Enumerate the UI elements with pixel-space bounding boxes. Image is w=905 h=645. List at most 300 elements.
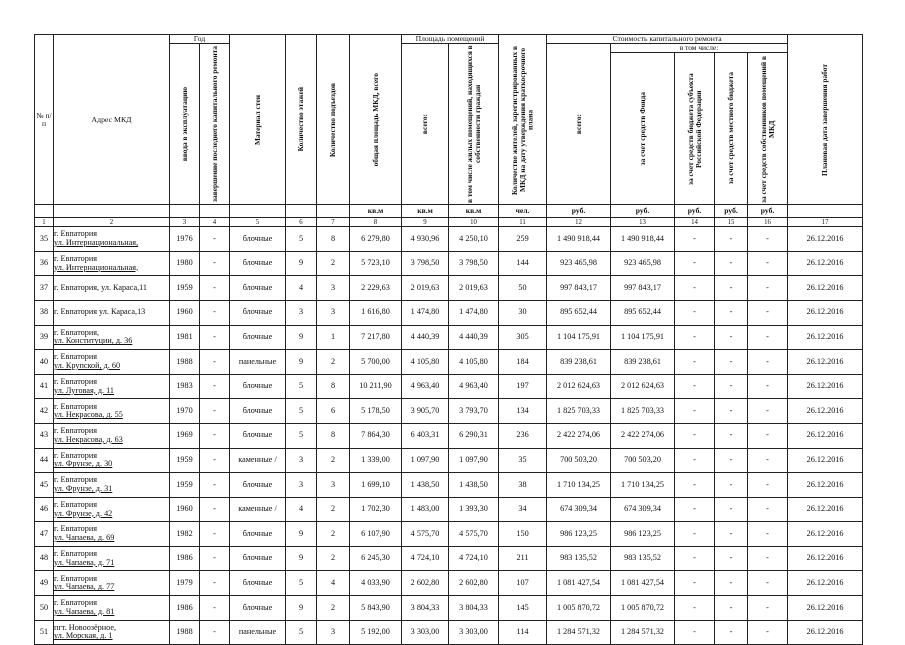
premises-residential-cell: 4 250,10 [449, 227, 499, 252]
address-line-1: г. Евпатория [54, 573, 98, 583]
cost-fund-cell: 2 422 274,06 [611, 423, 675, 448]
row-number: 50 [35, 596, 54, 621]
wall-material-cell: каменные / [230, 448, 286, 473]
cost-region-cell: - [675, 473, 715, 498]
wall-material-cell: блочные [230, 300, 286, 325]
premises-residential-cell: 3 804,33 [449, 596, 499, 621]
year-last-repair-cell: - [200, 350, 230, 375]
cost-owners-cell: - [748, 251, 788, 276]
address-line-1: г. Евпатория [54, 475, 98, 485]
premises-residential-cell: 1 393,30 [449, 497, 499, 522]
residents-cell: 144 [499, 251, 547, 276]
cost-local-cell: - [715, 325, 748, 350]
row-number: 43 [35, 423, 54, 448]
cost-owners-cell: - [748, 399, 788, 424]
year-last-repair-cell: - [200, 596, 230, 621]
premises-total-cell: 4 930,96 [402, 227, 449, 252]
cost-owners-cell: - [748, 571, 788, 596]
column-number: 15 [715, 218, 748, 227]
premises-residential-cell: 2 602,80 [449, 571, 499, 596]
year-commission-cell: 1980 [170, 251, 200, 276]
cost-local-cell: - [715, 522, 748, 547]
header-premises-group: Площадь помещений [402, 35, 499, 44]
column-number: 14 [675, 218, 715, 227]
cost-fund-cell: 923 465,98 [611, 251, 675, 276]
cost-total-cell: 986 123,25 [547, 522, 611, 547]
address-line-2: ул. Конституции, д. 36 [54, 336, 133, 346]
floors-cell: 3 [286, 300, 317, 325]
cost-region-cell: - [675, 497, 715, 522]
total-area-cell: 1 702,30 [350, 497, 402, 522]
cost-region-cell: - [675, 350, 715, 375]
premises-total-cell: 4 105,80 [402, 350, 449, 375]
cost-region-cell: - [675, 423, 715, 448]
cost-owners-cell: - [748, 276, 788, 301]
address-line-1: г. Евпатория, [54, 327, 100, 337]
address-cell [54, 276, 170, 301]
cost-total-cell: 1 284 571,32 [547, 620, 611, 645]
planned-date-cell: 26.12.2016 [788, 596, 863, 621]
table-row [35, 620, 863, 645]
year-last-repair-cell: - [200, 620, 230, 645]
cost-region-cell: - [675, 227, 715, 252]
premises-total-cell: 4 963,40 [402, 374, 449, 399]
row-number: 39 [35, 325, 54, 350]
column-number: 1 [35, 218, 54, 227]
wall-material-cell: блочные [230, 571, 286, 596]
header-address: Адрес МКД [54, 35, 170, 205]
units-row [35, 205, 863, 218]
cost-owners-cell: - [748, 497, 788, 522]
cost-total-cell: 1 104 175,91 [547, 325, 611, 350]
year-last-repair-cell: - [200, 227, 230, 252]
year-last-repair-cell: - [200, 423, 230, 448]
row-number: 49 [35, 571, 54, 596]
header-cost-total: всего: [547, 44, 611, 205]
header-including: в том числе: [611, 44, 788, 53]
entrances-cell: 2 [317, 596, 350, 621]
cost-local-cell: - [715, 374, 748, 399]
address-line-1: г. Евпатория [54, 426, 98, 436]
total-area-cell: 1 339,00 [350, 448, 402, 473]
wall-material-cell: блочные [230, 374, 286, 399]
wall-material-cell: блочные [230, 399, 286, 424]
column-number: 5 [230, 218, 286, 227]
entrances-cell: 4 [317, 571, 350, 596]
wall-material-cell: блочные [230, 546, 286, 571]
address-cell [54, 620, 170, 645]
cost-region-cell: - [675, 374, 715, 399]
cost-local-cell: - [715, 448, 748, 473]
cost-fund-cell: 674 309,34 [611, 497, 675, 522]
header-residents: Количество жителей, зарегистрированных в МКД на дату утверждения краткосрочного плана [499, 35, 547, 205]
total-area-cell: 1 699,10 [350, 473, 402, 498]
address-cell [54, 399, 170, 424]
row-number: 38 [35, 300, 54, 325]
residents-cell: 50 [499, 276, 547, 301]
entrances-cell: 3 [317, 276, 350, 301]
table-body [35, 227, 863, 645]
cost-region-cell: - [675, 276, 715, 301]
row-number: 48 [35, 546, 54, 571]
premises-total-cell: 1 474,80 [402, 300, 449, 325]
column-number: 10 [449, 218, 499, 227]
planned-date-cell: 26.12.2016 [788, 399, 863, 424]
wall-material-cell: каменные / [230, 497, 286, 522]
residents-cell: 114 [499, 620, 547, 645]
cost-fund-cell: 700 503,20 [611, 448, 675, 473]
premises-residential-cell: 1 438,50 [449, 473, 499, 498]
table-row [35, 399, 863, 424]
cost-fund-cell: 839 238,61 [611, 350, 675, 375]
entrances-cell: 2 [317, 497, 350, 522]
cost-region-cell: - [675, 596, 715, 621]
residents-cell: 30 [499, 300, 547, 325]
total-area-cell: 7 217,80 [350, 325, 402, 350]
premises-total-cell: 6 403,31 [402, 423, 449, 448]
column-number: 8 [350, 218, 402, 227]
year-commission-cell: 1970 [170, 399, 200, 424]
total-area-cell: 5 178,50 [350, 399, 402, 424]
table-row [35, 546, 863, 571]
cost-owners-cell: - [748, 350, 788, 375]
cost-owners-cell: - [748, 448, 788, 473]
row-number: 37 [35, 276, 54, 301]
cost-total-cell: 1 081 427,54 [547, 571, 611, 596]
year-commission-cell: 1960 [170, 497, 200, 522]
cost-local-cell: - [715, 473, 748, 498]
address-line-1: г. Евпатория [54, 376, 98, 386]
cost-local-cell: - [715, 497, 748, 522]
cost-local-cell: - [715, 300, 748, 325]
premises-total-cell: 4 724,10 [402, 546, 449, 571]
cost-total-cell: 839 238,61 [547, 350, 611, 375]
year-commission-cell: 1988 [170, 620, 200, 645]
table-row [35, 374, 863, 399]
floors-cell: 4 [286, 497, 317, 522]
address-cell [54, 497, 170, 522]
residents-cell: 259 [499, 227, 547, 252]
premises-residential-cell: 3 798,50 [449, 251, 499, 276]
row-number: 45 [35, 473, 54, 498]
planned-date-cell: 26.12.2016 [788, 546, 863, 571]
table-row [35, 350, 863, 375]
wall-material-cell: блочные [230, 522, 286, 547]
entrances-cell: 8 [317, 374, 350, 399]
header-year-last-repair: завершение последнего капитального ремонта [200, 44, 230, 205]
total-area-cell: 4 033,90 [350, 571, 402, 596]
address-line-1: г. Евпатория [54, 253, 98, 263]
floors-cell: 5 [286, 423, 317, 448]
address-line-2: ул. Чапаева, д. 77 [54, 582, 115, 592]
year-commission-cell: 1969 [170, 423, 200, 448]
row-number: 40 [35, 350, 54, 375]
address-line-2: ул. Некрасова, д. 55 [54, 410, 123, 420]
cost-local-cell: - [715, 423, 748, 448]
premises-residential-cell: 4 963,40 [449, 374, 499, 399]
address-line-2: ул. Интернациональная, [54, 237, 139, 247]
address-cell [54, 448, 170, 473]
cost-owners-cell: - [748, 325, 788, 350]
cost-fund-cell: 986 123,25 [611, 522, 675, 547]
floors-cell: 9 [286, 546, 317, 571]
address-line-2: ул. Интернациональная, [54, 262, 139, 272]
address-line-1: г. Евпатория ул. Караса,13 [54, 307, 146, 317]
column-number: 13 [611, 218, 675, 227]
premises-residential-cell: 4 105,80 [449, 350, 499, 375]
premises-residential-cell: 6 290,31 [449, 423, 499, 448]
unit-cell [317, 205, 350, 218]
address-line-1: г. Евпатория [54, 229, 98, 239]
cost-fund-cell: 1 284 571,32 [611, 620, 675, 645]
cost-total-cell: 997 843,17 [547, 276, 611, 301]
planned-date-cell: 26.12.2016 [788, 251, 863, 276]
entrances-cell: 3 [317, 620, 350, 645]
premises-total-cell: 4 575,70 [402, 522, 449, 547]
year-last-repair-cell: - [200, 497, 230, 522]
residents-cell: 211 [499, 546, 547, 571]
column-number: 17 [788, 218, 863, 227]
premises-residential-cell: 3 303,00 [449, 620, 499, 645]
cost-local-cell: - [715, 399, 748, 424]
year-commission-cell: 1981 [170, 325, 200, 350]
address-line-1: г. Евпатория [54, 450, 98, 460]
table-row [35, 522, 863, 547]
cost-total-cell: 674 309,34 [547, 497, 611, 522]
year-last-repair-cell: - [200, 276, 230, 301]
entrances-cell: 3 [317, 300, 350, 325]
address-line-2: ул. Чапаева, д. 71 [54, 557, 115, 567]
year-last-repair-cell: - [200, 300, 230, 325]
cost-region-cell: - [675, 300, 715, 325]
row-number: 41 [35, 374, 54, 399]
header-premises-residential: в том числе жилых помещений, находящихся в собственности граждан [449, 44, 499, 205]
wall-material-cell: блочные [230, 227, 286, 252]
planned-date-cell: 26.12.2016 [788, 448, 863, 473]
cost-total-cell: 2 422 274,06 [547, 423, 611, 448]
address-line-1: г. Евпатория [54, 598, 98, 608]
residents-cell: 38 [499, 473, 547, 498]
header-cost-owners: за счет средств собственников помещений в МКД [748, 52, 788, 204]
year-commission-cell: 1982 [170, 522, 200, 547]
cost-owners-cell: - [748, 522, 788, 547]
address-line-2: ул. Фрунзе, д. 42 [54, 508, 113, 518]
year-last-repair-cell: - [200, 473, 230, 498]
address-line-2: ул. Фрунзе, д. 31 [54, 483, 113, 493]
table-row [35, 251, 863, 276]
address-line-1: г. Евпатория, ул. Караса,11 [54, 282, 148, 292]
header-cost-fund: за счет средств Фонда [611, 52, 675, 204]
wall-material-cell: блочные [230, 473, 286, 498]
column-number: 11 [499, 218, 547, 227]
planned-date-cell: 26.12.2016 [788, 227, 863, 252]
year-last-repair-cell: - [200, 399, 230, 424]
year-commission-cell: 1959 [170, 473, 200, 498]
cost-local-cell: - [715, 350, 748, 375]
planned-date-cell: 26.12.2016 [788, 374, 863, 399]
address-line-2: ул. Крупской, д. 60 [54, 360, 121, 370]
year-last-repair-cell: - [200, 546, 230, 571]
year-commission-cell: 1986 [170, 596, 200, 621]
unit-cell: руб. [715, 205, 748, 218]
cost-local-cell: - [715, 620, 748, 645]
year-last-repair-cell: - [200, 448, 230, 473]
table-row [35, 596, 863, 621]
year-commission-cell: 1960 [170, 300, 200, 325]
cost-region-cell: - [675, 399, 715, 424]
table-row [35, 227, 863, 252]
cost-fund-cell: 1 490 918,44 [611, 227, 675, 252]
total-area-cell: 6 107,90 [350, 522, 402, 547]
premises-total-cell: 2 602,80 [402, 571, 449, 596]
column-number: 4 [200, 218, 230, 227]
column-number: 12 [547, 218, 611, 227]
residents-cell: 34 [499, 497, 547, 522]
row-number: 35 [35, 227, 54, 252]
premises-total-cell: 3 905,70 [402, 399, 449, 424]
table-row [35, 276, 863, 301]
unit-cell [230, 205, 286, 218]
cost-owners-cell: - [748, 620, 788, 645]
total-area-cell: 10 211,90 [350, 374, 402, 399]
year-last-repair-cell: - [200, 571, 230, 596]
floors-cell: 9 [286, 251, 317, 276]
residents-cell: 134 [499, 399, 547, 424]
row-number: 46 [35, 497, 54, 522]
planned-date-cell: 26.12.2016 [788, 473, 863, 498]
address-line-1: г. Евпатория [54, 524, 98, 534]
address-line-2: ул. Некрасова, д. 63 [54, 434, 123, 444]
address-line-1: г. Евпатория [54, 401, 98, 411]
address-line-2: ул. Фрунзе, д. 30 [54, 459, 113, 469]
cost-fund-cell: 1 104 175,91 [611, 325, 675, 350]
residents-cell: 107 [499, 571, 547, 596]
cost-region-cell: - [675, 522, 715, 547]
cost-region-cell: - [675, 251, 715, 276]
planned-date-cell: 26.12.2016 [788, 497, 863, 522]
address-cell [54, 546, 170, 571]
cost-owners-cell: - [748, 300, 788, 325]
register-sheet [34, 34, 863, 645]
address-line-1: г. Евпатория [54, 549, 98, 559]
entrances-cell: 2 [317, 546, 350, 571]
unit-cell: кв.м [350, 205, 402, 218]
total-area-cell: 5 192,00 [350, 620, 402, 645]
address-line-2: ул. Морская, д. 1 [54, 631, 113, 641]
unit-cell [170, 205, 200, 218]
cost-local-cell: - [715, 571, 748, 596]
year-commission-cell: 1988 [170, 350, 200, 375]
row-number: 44 [35, 448, 54, 473]
column-number: 9 [402, 218, 449, 227]
planned-date-cell: 26.12.2016 [788, 620, 863, 645]
unit-cell [200, 205, 230, 218]
year-commission-cell: 1983 [170, 374, 200, 399]
premises-residential-cell: 1 097,90 [449, 448, 499, 473]
address-cell [54, 423, 170, 448]
planned-date-cell: 26.12.2016 [788, 350, 863, 375]
year-commission-cell: 1976 [170, 227, 200, 252]
year-commission-cell: 1979 [170, 571, 200, 596]
header-year-commission: ввода в эксплуатацию [170, 44, 200, 205]
header-num: № п/п [35, 35, 54, 205]
premises-residential-cell: 4 575,70 [449, 522, 499, 547]
year-commission-cell: 1959 [170, 276, 200, 301]
address-cell [54, 227, 170, 252]
total-area-cell: 5 700,00 [350, 350, 402, 375]
floors-cell: 4 [286, 276, 317, 301]
cost-total-cell: 923 465,98 [547, 251, 611, 276]
premises-total-cell: 1 438,50 [402, 473, 449, 498]
cost-fund-cell: 997 843,17 [611, 276, 675, 301]
address-cell [54, 571, 170, 596]
cost-total-cell: 1 710 134,25 [547, 473, 611, 498]
floors-cell: 9 [286, 350, 317, 375]
cost-owners-cell: - [748, 374, 788, 399]
premises-total-cell: 3 303,00 [402, 620, 449, 645]
premises-residential-cell: 4 440,39 [449, 325, 499, 350]
row-number: 47 [35, 522, 54, 547]
header-floors: Количество этажей [286, 35, 317, 205]
header-total-area: общая площадь МКД, всего [350, 35, 402, 205]
cost-total-cell: 700 503,20 [547, 448, 611, 473]
residents-cell: 236 [499, 423, 547, 448]
cost-total-cell: 2 012 624,63 [547, 374, 611, 399]
total-area-cell: 5 723,10 [350, 251, 402, 276]
floors-cell: 9 [286, 596, 317, 621]
cost-region-cell: - [675, 448, 715, 473]
entrances-cell: 3 [317, 473, 350, 498]
cost-region-cell: - [675, 571, 715, 596]
cost-owners-cell: - [748, 546, 788, 571]
header-planned-date: Плановая дата завершения работ [788, 35, 863, 205]
unit-cell [788, 205, 863, 218]
total-area-cell: 6 279,80 [350, 227, 402, 252]
header-wall-material: Материал стен [230, 35, 286, 205]
wall-material-cell: панельные [230, 350, 286, 375]
unit-cell: кв.м [402, 205, 449, 218]
premises-total-cell: 3 798,50 [402, 251, 449, 276]
address-cell [54, 473, 170, 498]
address-line-1: пгт. Новоозёрное, [54, 622, 117, 632]
address-cell [54, 522, 170, 547]
address-cell [54, 300, 170, 325]
wall-material-cell: блочные [230, 423, 286, 448]
table-row [35, 497, 863, 522]
residents-cell: 145 [499, 596, 547, 621]
residents-cell: 35 [499, 448, 547, 473]
year-commission-cell: 1959 [170, 448, 200, 473]
planned-date-cell: 26.12.2016 [788, 423, 863, 448]
premises-residential-cell: 1 474,80 [449, 300, 499, 325]
row-number: 42 [35, 399, 54, 424]
header-year-group: Год [170, 35, 230, 44]
planned-date-cell: 26.12.2016 [788, 571, 863, 596]
premises-total-cell: 1 483,00 [402, 497, 449, 522]
planned-date-cell: 26.12.2016 [788, 522, 863, 547]
wall-material-cell: блочные [230, 276, 286, 301]
header-entrances: Количество подъездов [317, 35, 350, 205]
wall-material-cell: блочные [230, 596, 286, 621]
cost-fund-cell: 1 005 870,72 [611, 596, 675, 621]
cost-owners-cell: - [748, 423, 788, 448]
address-cell [54, 374, 170, 399]
planned-date-cell: 26.12.2016 [788, 276, 863, 301]
table-row [35, 473, 863, 498]
premises-residential-cell: 3 793,70 [449, 399, 499, 424]
cost-region-cell: - [675, 546, 715, 571]
entrances-cell: 2 [317, 522, 350, 547]
